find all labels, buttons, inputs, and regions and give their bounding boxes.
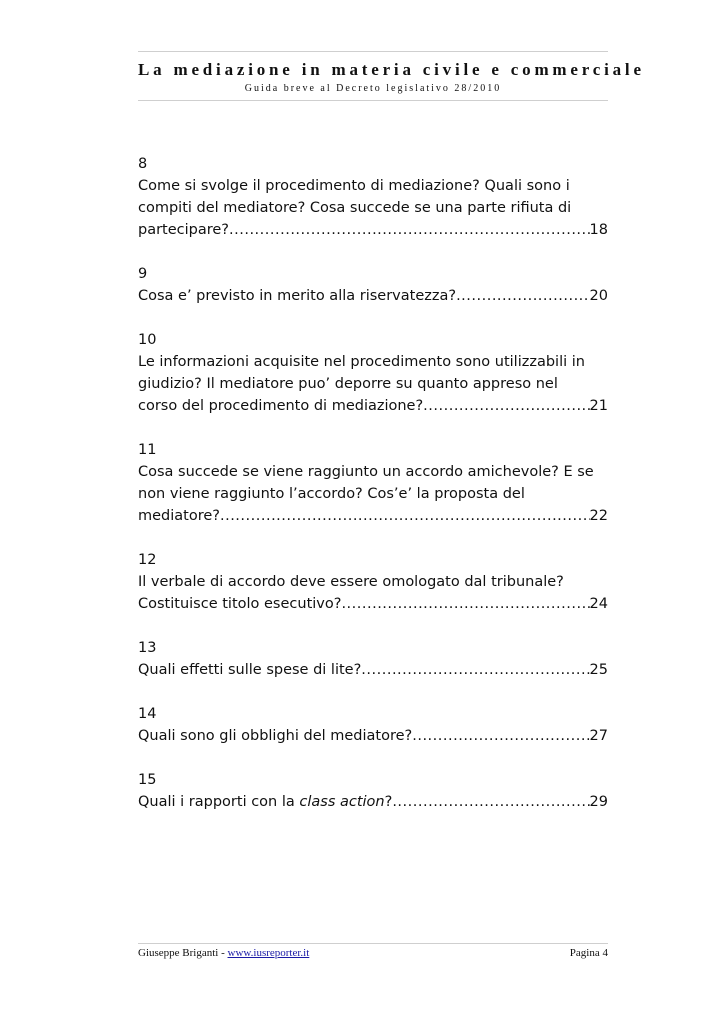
toc-entry[interactable] <box>138 263 608 307</box>
footer-author: Giuseppe Briganti - <box>138 947 228 959</box>
toc-entry[interactable] <box>138 637 608 681</box>
toc-dot-leader <box>229 219 590 241</box>
toc-entry-title-end: mediatore? <box>138 508 220 524</box>
toc-entry-last-line <box>138 659 608 681</box>
toc-entry-title-end: Cosa e’ previsto in merito alla riservatezza? <box>138 288 457 304</box>
toc-entry-text-line: compiti del mediatore? Cosa succede se una parte rifiuta di <box>138 200 572 216</box>
toc-entry[interactable] <box>138 549 608 615</box>
toc-entry-title-italic: class action <box>299 794 385 810</box>
toc-entry-title-end <box>138 791 392 813</box>
toc-entry-number: 14 <box>138 706 157 722</box>
toc-entry-number: 12 <box>138 552 157 568</box>
toc-entry-number: 9 <box>138 266 148 282</box>
toc-entry[interactable] <box>138 769 608 813</box>
toc-entry-title-end: Costituisce titolo esecutivo? <box>138 596 342 612</box>
footer-link[interactable]: www.iusreporter.it <box>227 947 310 959</box>
toc-entry-title-prefix: Quali i rapporti con la <box>138 794 300 810</box>
toc-entry-text-line: Il verbale di accordo deve essere omologato dal tribunale? <box>138 574 564 590</box>
toc-entry-title-end: corso del procedimento di mediazione? <box>138 398 424 414</box>
toc-page-number: 25 <box>589 662 608 678</box>
page-footer <box>138 943 608 959</box>
toc-page-number: 18 <box>589 222 608 238</box>
toc-entry-number: 15 <box>138 772 157 788</box>
toc-entry-number: 8 <box>138 156 148 172</box>
toc-page-number: 24 <box>589 596 608 612</box>
footer-credit <box>138 947 309 959</box>
toc-entry-text-line: Cosa succede se viene raggiunto un accordo amichevole? E se <box>138 464 594 480</box>
header-title: La mediazione in materia civile e commerciale <box>138 60 645 79</box>
toc-entry-last-line <box>138 395 608 417</box>
toc-entry-last-line <box>138 285 608 307</box>
toc-dot-leader <box>220 505 590 527</box>
table-of-contents <box>138 153 608 835</box>
toc-dot-leader <box>456 285 589 307</box>
toc-page-number: 29 <box>589 794 608 810</box>
toc-entry-number: 10 <box>138 332 157 348</box>
toc-entry-title-end: partecipare? <box>138 222 230 238</box>
toc-entry-text-line: non viene raggiunto l’accordo? Cos’e’ la proposta del <box>138 486 525 502</box>
header-subtitle: Guida breve al Decreto legislativo 28/2010 <box>244 83 502 94</box>
toc-entry[interactable] <box>138 439 608 527</box>
toc-entry-title-end: Quali effetti sulle spese di lite? <box>138 662 362 678</box>
toc-entry-last-line <box>138 505 608 527</box>
toc-dot-leader <box>361 659 589 681</box>
toc-entry-title-end: Quali sono gli obblighi del mediatore? <box>138 728 413 744</box>
toc-page-number: 20 <box>589 288 608 304</box>
toc-entry[interactable] <box>138 703 608 747</box>
toc-entry[interactable] <box>138 153 608 241</box>
toc-entry-title-suffix: ? <box>384 794 393 810</box>
toc-page-number: 27 <box>589 728 608 744</box>
toc-entry-last-line <box>138 593 608 615</box>
toc-page-number: 21 <box>589 398 608 414</box>
toc-dot-leader <box>412 725 589 747</box>
toc-entry-text-line: Come si svolge il procedimento di mediazione? Quali sono i <box>138 178 570 194</box>
page-header <box>138 51 645 101</box>
toc-entry-number: 11 <box>138 442 157 458</box>
toc-entry-last-line <box>138 725 608 747</box>
toc-dot-leader <box>392 791 589 813</box>
toc-dot-leader <box>423 395 589 417</box>
toc-dot-leader <box>341 593 589 615</box>
toc-entry-text-line: giudizio? Il mediatore puo’ deporre su quanto appreso nel <box>138 376 558 392</box>
toc-entry[interactable] <box>138 329 608 417</box>
footer-page-number: Pagina 4 <box>569 947 608 959</box>
toc-entry-number: 13 <box>138 640 157 656</box>
toc-entry-text-line: Le informazioni acquisite nel procedimento sono utilizzabili in <box>138 354 585 370</box>
toc-entry-last-line <box>138 791 608 813</box>
toc-page-number: 22 <box>589 508 608 524</box>
toc-entry-last-line <box>138 219 608 241</box>
